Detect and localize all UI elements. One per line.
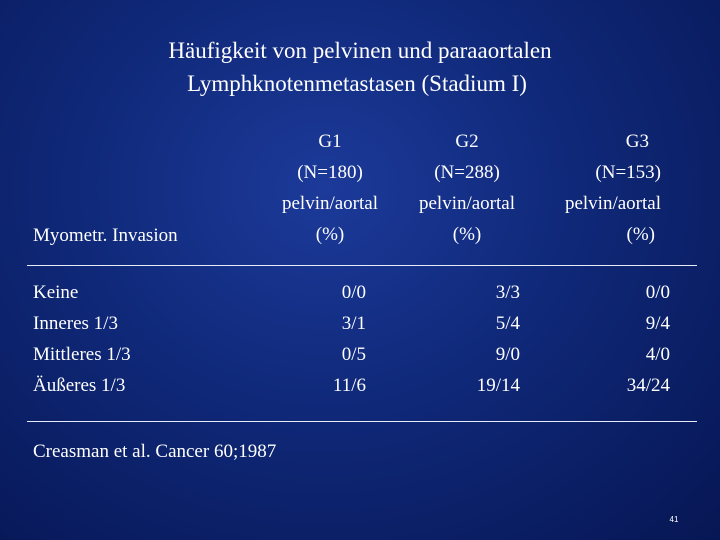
column-header-g1 [262, 126, 398, 250]
cell-g2: 5/4 [495, 313, 520, 334]
citation: Creasman et al. Cancer 60;1987 [33, 441, 277, 462]
row-header-label: Myometr. Invasion [33, 225, 178, 246]
column-grade: G1 [318, 131, 342, 152]
row-label: Inneres 1/3 [33, 313, 118, 334]
cell-g3: 34/24 [626, 375, 670, 396]
cell-g1: 3/1 [341, 313, 366, 334]
column-measure: pelvin/aortal [564, 193, 661, 214]
column-unit: (%) [452, 224, 482, 245]
cell-g3: 0/0 [645, 282, 670, 303]
table-top-rule [27, 265, 697, 266]
cell-g2: 9/0 [495, 344, 520, 365]
cell-g1: 0/5 [341, 344, 366, 365]
column-n: (N=153) [595, 162, 661, 183]
title-line-2: Lymphknotenmetastasen (Stadium I) [187, 71, 527, 96]
column-header-g3 [535, 126, 661, 250]
cell-g3: 9/4 [645, 313, 670, 334]
column-grade: G2 [455, 131, 479, 152]
row-label: Äußeres 1/3 [33, 375, 126, 396]
cell-g2: 3/3 [495, 282, 520, 303]
cell-g2: 19/14 [476, 375, 520, 396]
row-label: Mittleres 1/3 [33, 344, 131, 365]
column-unit: (%) [315, 224, 345, 245]
column-measure: pelvin/aortal [418, 193, 516, 214]
table-bottom-rule [27, 421, 697, 422]
column-grade: G3 [625, 131, 649, 152]
cell-g1: 0/0 [341, 282, 366, 303]
cell-g1: 11/6 [332, 375, 366, 396]
slide-title [0, 34, 720, 100]
column-unit: (%) [626, 224, 655, 245]
title-line-1: Häufigkeit von pelvinen und paraaortalen [168, 38, 552, 63]
column-n: (N=288) [434, 162, 500, 183]
column-n: (N=180) [297, 162, 363, 183]
row-label: Keine [33, 282, 79, 303]
column-header-g2 [404, 126, 530, 250]
column-measure: pelvin/aortal [281, 193, 379, 214]
cell-g3: 4/0 [645, 344, 670, 365]
page-number: 41 [669, 515, 679, 524]
